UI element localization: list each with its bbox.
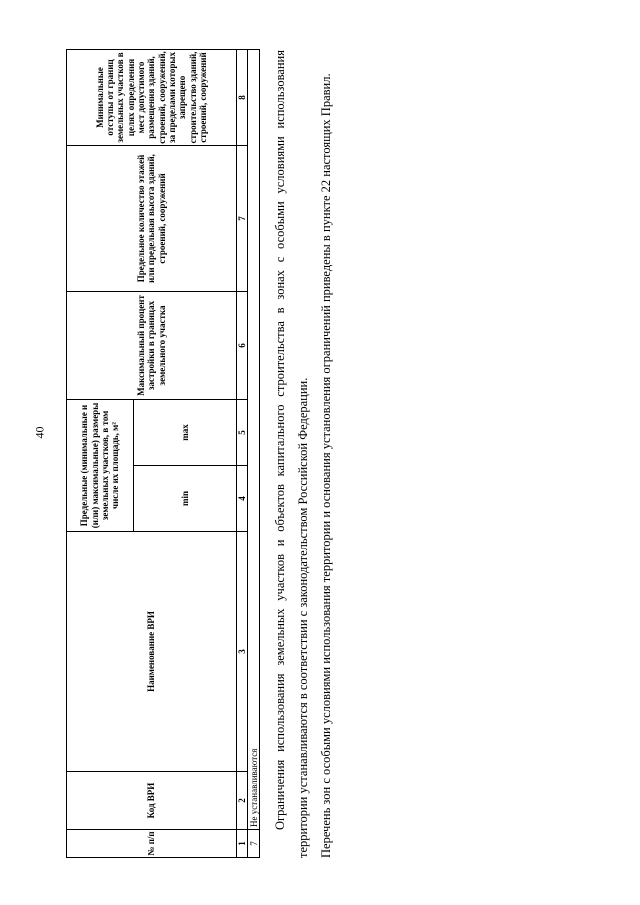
colnum-3: 3 — [237, 532, 248, 772]
row-num: 7 — [248, 830, 260, 858]
paragraph-restrictions: Ограничения использования земельных участков и объектов капитального строительства в зонах с особыми условиями использования территории устанавливаются в соответствии с законодательством Российской Федерации. — [273, 50, 310, 858]
header-min: min — [134, 466, 237, 532]
row-text: Не устанавливаются — [248, 49, 260, 829]
header-max: max — [134, 399, 237, 465]
rotated-content — [66, 50, 358, 858]
colnum-2: 2 — [237, 772, 248, 830]
header-setbacks: Минимальные отступы от границ земельных участков в целях определения мест допустимого размещения зданий, строений, сооружений, за пределами которых запрещено строительство зданий, строений, сооружений — [67, 49, 237, 145]
colnum-5: 5 — [237, 399, 248, 465]
header-num: № п/п — [67, 830, 237, 858]
header-name: Наименование ВРИ — [67, 532, 237, 772]
colnum-8: 8 — [237, 49, 248, 145]
body-text — [269, 50, 338, 858]
colnum-1: 1 — [237, 830, 248, 858]
header-floors: Предельное количество этажей или предельная высота зданий, строений, сооружений — [67, 145, 237, 291]
colnum-4: 4 — [237, 466, 248, 532]
header-code: Код ВРИ — [67, 772, 237, 830]
colnum-6: 6 — [237, 291, 248, 399]
page-number: 40 — [32, 426, 47, 439]
regulations-table — [66, 49, 260, 858]
paragraph-list-zones: Перечень зон с особыми условиями использования территории и основания установления ограничений приведены в пункте 22 настоящих Правил. — [319, 73, 333, 858]
header-row — [67, 49, 134, 857]
header-max-percent: Максимальный процент застройки в границах земельного участка — [67, 291, 237, 399]
colnum-7: 7 — [237, 145, 248, 291]
column-numbers-row — [237, 49, 248, 857]
header-plot-size: Предельные (минимальные и (или) максимальные) размеры земельных участков, в том числе их площадь, м² — [67, 399, 134, 531]
table-row — [248, 49, 260, 857]
